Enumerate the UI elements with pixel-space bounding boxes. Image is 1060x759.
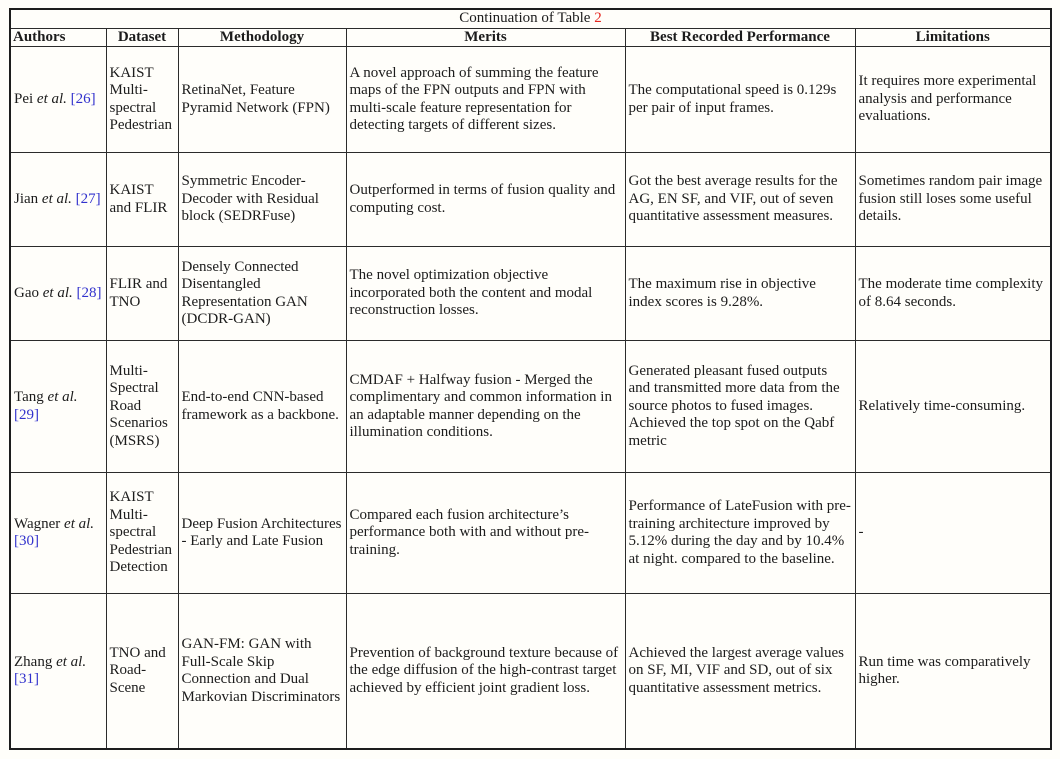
author-name: Wagner [14,515,61,532]
header-dataset: Dataset [106,28,178,47]
performance-cell: Achieved the largest average values on SF, MI, VIF and SD, out of six quantitative assessment metrics. [625,594,855,750]
author-name: Gao [14,284,39,301]
continuation-table [9,8,1052,750]
etal-text: et al. [64,515,95,532]
performance-cell: The maximum rise in objective index scores is 9.28%. [625,247,855,341]
dataset-cell: Multi-Spectral Road Scenarios (MSRS) [106,341,178,473]
header-authors: Authors [10,28,106,47]
performance-cell: Got the best average results for the AG, EN SF, and VIF, out of seven quantitative assessment measures. [625,153,855,247]
dataset-cell: KAIST Multi-spectral Pedestrian [106,47,178,153]
table-caption [10,9,1051,28]
merits-cell: CMDAF + Halfway fusion - Merged the complimentary and common information in an adaptable manner depending on the illumination conditions. [346,341,625,473]
header-methodology: Methodology [178,28,346,47]
table-row [10,47,1051,153]
table-row [10,473,1051,594]
dataset-cell: KAIST and FLIR [106,153,178,247]
header-limitations: Limitations [855,28,1051,47]
authors-cell [10,47,106,153]
methodology-cell: RetinaNet, Feature Pyramid Network (FPN) [178,47,346,153]
methodology-cell: Deep Fusion Architectures - Early and Late Fusion [178,473,346,594]
etal-text: et al. [47,389,78,405]
table-number-link[interactable]: 2 [594,10,602,26]
author-name: Pei [14,90,34,107]
authors-cell [10,247,106,341]
etal-text: et al. [42,284,73,301]
header-performance: Best Recorded Performance [625,28,855,47]
merits-cell: Compared each fusion architecture’s performance both with and without pre-training. [346,473,625,594]
etal-text: et al. [36,90,67,107]
methodology-cell: Densely Connected Disentangled Representation GAN (DCDR-GAN) [178,247,346,341]
table-row [10,247,1051,341]
author-name: Tang [14,389,44,405]
dataset-cell: TNO and Road-Scene [106,594,178,750]
limitations-cell: It requires more experimental analysis and performance evaluations. [855,47,1051,153]
table-row [10,594,1051,750]
dataset-cell: FLIR and TNO [106,247,178,341]
authors-cell [10,594,106,750]
methodology-cell: GAN-FM: GAN with Full-Scale Skip Connection and Dual Markovian Discriminators [178,594,346,750]
limitations-cell: Relatively time-consuming. [855,341,1051,473]
author-name: Jian [14,190,39,207]
merits-cell: The novel optimization objective incorporated both the content and modal reconstruction losses. [346,247,625,341]
limitations-cell: - [855,473,1051,594]
citation-link[interactable]: [29] [14,406,39,423]
header-merits: Merits [346,28,625,47]
caption-text: Continuation of Table [459,10,591,26]
limitations-cell: The moderate time complexity of 8.64 seconds. [855,247,1051,341]
citation-link[interactable]: [26] [70,90,96,107]
etal-text: et al. [41,190,72,207]
table-caption-row [10,9,1051,28]
limitations-cell: Sometimes random pair image fusion still loses some useful details. [855,153,1051,247]
table-row [10,153,1051,247]
methodology-cell: Symmetric Encoder-Decoder with Residual block (SEDRFuse) [178,153,346,247]
methodology-cell: End-to-end CNN-based framework as a backbone. [178,341,346,473]
etal-text: et al. [56,653,87,670]
citation-link[interactable]: [28] [76,284,102,301]
authors-cell [10,153,106,247]
limitations-cell: Run time was comparatively higher. [855,594,1051,750]
merits-cell: Outperformed in terms of fusion quality and computing cost. [346,153,625,247]
citation-link[interactable]: [31] [14,671,39,687]
merits-cell: A novel approach of summing the feature maps of the FPN outputs and FPN with multi-scale feature representation for detecting targets of different sizes. [346,47,625,153]
authors-cell [10,341,106,473]
performance-cell: The computational speed is 0.129s per pair of input frames. [625,47,855,153]
author-name: Zhang [14,653,53,670]
table-row [10,341,1051,473]
performance-cell: Generated pleasant fused outputs and transmitted more data from the source photos to fused images. Achieved the top spot on the Qabf metric [625,341,855,473]
table-header-row [10,28,1051,47]
dataset-cell: KAIST Multi-spectral Pedestrian Detection [106,473,178,594]
performance-cell: Performance of LateFusion with pre-training architecture improved by 5.12% during the day and by 10.4% at night. compared to the baseline. [625,473,855,594]
citation-link[interactable]: [30] [14,533,39,549]
merits-cell: Prevention of background texture because of the edge diffusion of the high-contrast target achieved by efficient joint gradient loss. [346,594,625,750]
citation-link[interactable]: [27] [75,190,101,207]
authors-cell [10,473,106,594]
